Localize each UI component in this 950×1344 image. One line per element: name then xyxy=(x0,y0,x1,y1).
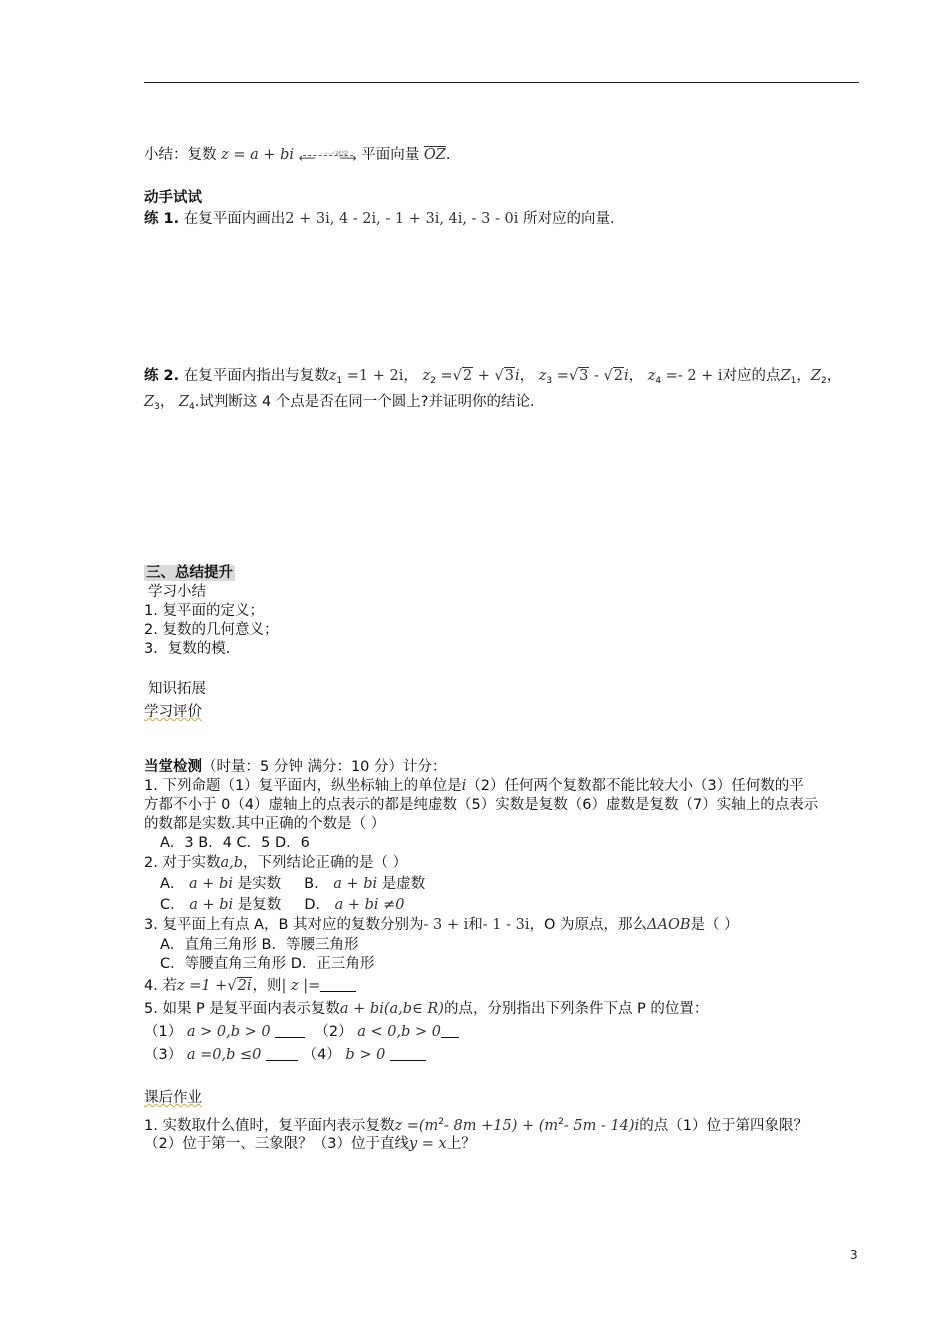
practice-2-line2: $Z_3$， $Z_4$.试判断这 4 个点是否在同一个圆上?并证明你的结论. xyxy=(144,394,535,412)
q4-answer-blank[interactable] xyxy=(320,977,356,992)
q3-line: 3. 复平面上有点 A，B 其对应的复数分别为- 3 + i和- 1 - 3i，O 为原点，那么ΔAOB是（ ） xyxy=(144,917,739,933)
section3-title: 三、总结提升 xyxy=(146,565,233,581)
q2-options-ab xyxy=(160,874,425,894)
double-arrow-icon: ⟵ 一一对应 ⟶ xyxy=(299,147,357,161)
z3-sqrt-a: 3 xyxy=(579,368,589,384)
q4-math-1: z =1 + xyxy=(176,978,228,994)
q5-part-2-math: a < 0,b > 0 xyxy=(357,1024,441,1040)
hw-math-1: z =(m xyxy=(394,1118,439,1134)
q2-expr-c: a + bi xyxy=(189,897,234,913)
vector-oz: $\overline{OZ}$ xyxy=(423,147,446,163)
summary-item-1: 1. 复平面的定义； xyxy=(144,603,264,619)
q2-text-a: 2. 对于实数 xyxy=(144,855,221,871)
practice-2-text2: 对应的点 xyxy=(722,368,781,384)
q2-text-b: ，下列结论正确的是（ ） xyxy=(243,855,408,871)
practice-2-label: 练 2. xyxy=(144,368,180,384)
summary-text2: 平面向量 xyxy=(361,147,420,163)
q5-part-4: （4） xyxy=(302,1047,341,1063)
q3-text-b: 和 xyxy=(468,917,483,933)
q4-math-3: | z |= xyxy=(281,978,321,994)
summary-item-3: 3．复数的模. xyxy=(144,641,231,657)
q1-text-a: 1. 下列命题（1）复平面内，纵坐标轴上的单位是 xyxy=(144,778,462,794)
q1-line2: 方都不小于 0（4）虚轴上的点表示的都是纯虚数（5）实数是复数（6）虚数是复数（7）实轴上的点表示 xyxy=(144,797,819,813)
quiz-heading-line xyxy=(144,757,447,777)
practice-2-text3: .试判断这 4 个点是否在同一个圆上?并证明你的结论. xyxy=(194,394,535,410)
hw-math-2: - 8m +15) + (m xyxy=(444,1118,559,1134)
summary-line xyxy=(144,145,450,165)
q5-parts-12 xyxy=(144,1022,459,1042)
q2-line xyxy=(144,853,407,873)
summary-end: . xyxy=(445,147,451,163)
q2-expr-a: a + bi xyxy=(189,876,233,892)
q5-parts-34 xyxy=(144,1045,426,1065)
quiz-meta: （时量：5 分钟 满分：10 分）计分： xyxy=(202,759,447,775)
q5-part-4-math: b > 0 xyxy=(345,1047,386,1063)
q2-opt-c: C． xyxy=(160,897,185,913)
q1-options: A．3 B．4 C．5 D．6 xyxy=(160,835,310,851)
z3-sqrt-b: 2 xyxy=(613,368,623,384)
homework-line2 xyxy=(144,1134,476,1154)
q2-opt-a: A． xyxy=(160,876,185,892)
z2-op: + xyxy=(477,368,490,384)
hw-math-4: y = x xyxy=(408,1136,447,1152)
z3-op: - xyxy=(593,368,599,384)
q2-opt-b-text: 是虚数 xyxy=(381,876,426,892)
hw-text-c: （2）位于第一、三象限？（3）位于直线 xyxy=(144,1136,409,1152)
q4-text-a: 4. 若 xyxy=(144,978,177,994)
knowledge-heading: 知识拓展 xyxy=(148,681,206,697)
z1-value: =1 + 2i xyxy=(346,368,404,384)
q3-math-2: - 1 - 3i xyxy=(482,917,530,933)
practice-2-line1: 练 2. 在复平面内指出与复数$z_1 =1 + 2i$， $z_2 =√2 + √3i$， $z_3 =√3 - √2i$， $z_4 =- 2 + i$对应的点$Z_1$，$Z_2$， xyxy=(144,368,842,386)
q2-expr-d: a + bi ≠0 xyxy=(334,897,405,913)
q2-opt-a-text: 是实数 xyxy=(237,876,282,892)
q2-opt-d: D． xyxy=(304,897,330,913)
q5-line xyxy=(144,999,708,1019)
practice-2-text: 在复平面内指出与复数 xyxy=(183,368,329,384)
summary-item-2: 2. 复数的几何意义； xyxy=(144,622,279,638)
q4-text-b: ，则 xyxy=(252,978,282,994)
practice-1-label: 练 1. xyxy=(144,211,180,227)
practice-1-text: 在复平面内画出 xyxy=(183,211,286,227)
header-rule xyxy=(144,82,859,83)
study-summary-heading: 学习小结 xyxy=(148,584,206,600)
q5-text-b: 的点，分别指出下列条件下点 P 的位置： xyxy=(443,1001,709,1017)
hw-math-3: - 5m - 14)i xyxy=(563,1118,640,1134)
summary-label: 小结： xyxy=(144,147,188,163)
evaluation-label: 学习评价 xyxy=(144,704,202,720)
q5-blank-2[interactable] xyxy=(441,1023,459,1038)
q3-options-2: C．等腰直角三角形 D．正三角形 xyxy=(160,956,375,972)
hw-text-b: 的点（1）位于第四象限？ xyxy=(639,1118,808,1134)
practice-1-math: 2 + 3i, 4 - 2i, - 1 + 3i, 4i, - 3 - 0i xyxy=(285,211,519,227)
q4-math-2: 2i xyxy=(237,978,252,994)
homework-line1: 1. 实数取什么值时，复平面内表示复数$z =(m^2-$ $8m +15) + (m^2-$ 5m - 14)i的点（1）位于第四象限？ xyxy=(144,1117,808,1134)
q3-triangle: ΔAOB xyxy=(647,917,691,933)
q5-blank-1[interactable] xyxy=(275,1023,305,1038)
q1-text-b: （2）任何两个复数都不能比较大小（3）任何数的平 xyxy=(466,778,804,794)
q2-options-cd xyxy=(160,895,405,915)
homework-title: 课后作业 xyxy=(144,1090,202,1106)
z2-sqrt-b: 3 xyxy=(504,368,514,384)
arrow-label: 一一对应 xyxy=(320,150,349,158)
q3-math-1: - 3 + i xyxy=(423,917,469,933)
q2-vars: a,b xyxy=(220,855,243,871)
summary-text: 复数 xyxy=(187,147,217,163)
z2-eq: = xyxy=(440,368,453,384)
q5-blank-3[interactable] xyxy=(266,1046,298,1061)
summary-formula: z = a + bi xyxy=(221,147,295,163)
q5-part-1-math: a > 0,b > 0 xyxy=(186,1024,271,1040)
q5-blank-4[interactable] xyxy=(390,1046,426,1061)
practice-1 xyxy=(144,209,615,229)
q5-part-3-math: a =0,b ≤0 xyxy=(186,1047,262,1063)
quiz-heading: 当堂检测 xyxy=(144,759,202,775)
z3-eq: = xyxy=(556,368,569,384)
q2-expr-b: a + bi xyxy=(333,876,378,892)
q1-line3: 的数都是实数.其中正确的个数是（ ） xyxy=(144,816,386,832)
q5-text-a: 5. 如果 P 是复平面内表示复数 xyxy=(144,1001,340,1017)
q5-part-3: （3） xyxy=(144,1047,183,1063)
evaluation-heading xyxy=(144,702,202,722)
z4-value: =- 2 + i xyxy=(665,368,723,384)
q1-line1: 1. 下列命题（1）复平面内，纵坐标轴上的单位是i（2）任何两个复数都不能比较大小（3）任何数的平 xyxy=(144,778,804,794)
q5-part-1: （1） xyxy=(144,1024,183,1040)
q2-opt-b: B． xyxy=(304,876,329,892)
q2-opt-c-text: 是复数 xyxy=(237,897,282,913)
q5-part-2: （2） xyxy=(314,1024,353,1040)
section3-heading xyxy=(144,563,235,583)
homework-heading xyxy=(144,1088,202,1108)
hw-text-a: 1. 实数取什么值时，复平面内表示复数 xyxy=(144,1118,395,1134)
q4-line: 4. 若z =1 +√2i，则| z |= xyxy=(144,976,356,996)
z2-sqrt-a: 2 xyxy=(462,368,473,384)
q3-text-a: 3. 复平面上有点 A，B 其对应的复数分别为 xyxy=(144,917,424,933)
q5-math: a + bi(a,b∈ R) xyxy=(339,1001,444,1017)
hw-text-d: 上？ xyxy=(446,1136,476,1152)
practice-1-text2: 所对应的向量. xyxy=(522,211,615,227)
q3-options-1: A．直角三角形 B．等腰三角形 xyxy=(160,937,359,953)
practice-heading: 动手试试 xyxy=(144,190,202,206)
page-number: 3 xyxy=(850,1248,858,1262)
